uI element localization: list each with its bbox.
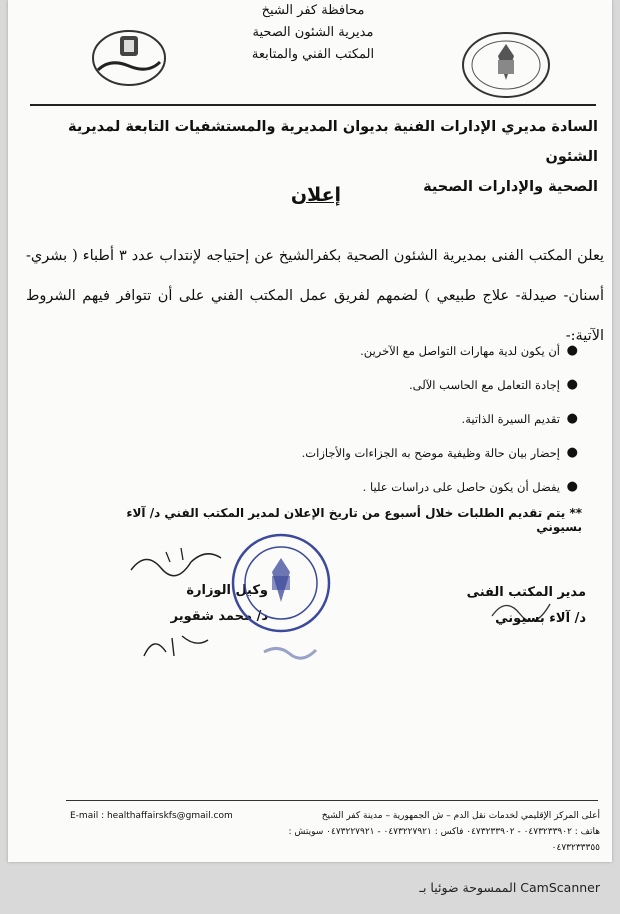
document-page [8, 0, 612, 862]
footer-email: E-mail : healthaffairskfs@gmail.com [70, 811, 233, 821]
announcement-title: إعلان [290, 184, 342, 206]
condition-item: ● أن يكون لدية مهارات التواصل مع الآخرين. [48, 334, 578, 368]
header-office: المكتب الفني والمتابعة [251, 47, 375, 62]
undersecretary-name: د/ محمد شقوير [170, 609, 268, 624]
footer-contact [280, 808, 600, 856]
bullet-icon: ● [566, 411, 578, 426]
condition-item: ● إجادة التعامل مع الحاسب الآلى. [48, 368, 578, 402]
submission-note: ** يتم تقديم الطلبات خلال أسبوع من تاريخ الإعلان لمدير المكتب الفني د/ آلاء بسيوني [126, 506, 582, 534]
footer-phones: هاتف : ٠٤٧٣٢٣٣٩٠٢ - ٠٤٧٣٢٣٣٩٠٢ فاكس : ٠٤٧٣٢٢٧٩٢١ - ٠٤٧٣٢٢٧٩٢١ سويتش : ٠٤٧٣٢٣٣٣٥٥ [288, 827, 600, 853]
handwritten-date-icon [136, 628, 216, 664]
technical-office-signature [446, 580, 586, 632]
technical-office-name: د/ آلاء بسيوني [495, 611, 586, 626]
recipients-line-2: الصحية والإدارات الصحية [423, 179, 598, 195]
conditions-list [48, 334, 578, 504]
bullet-icon: ● [566, 377, 578, 392]
bullet-icon: ● [566, 445, 578, 460]
technical-office-title: مدير المكتب الفنى [466, 585, 586, 600]
header-directorate: مديرية الشئون الصحية [252, 25, 374, 40]
condition-item: ● يفضل أن يكون حاصل على دراسات عليا . [48, 470, 578, 504]
governorate-logo-icon [90, 28, 168, 88]
recipients-line-1: السادة مديري الإدارات الفنية بديوان المديرية والمستشفيات التابعة لمديرية الشئون [68, 119, 598, 165]
header-divider [30, 104, 596, 106]
stamp-smudge-icon [260, 640, 320, 662]
header-governorate: محافظة كفر الشيخ [261, 3, 365, 18]
ministry-seal-icon [460, 30, 552, 100]
footer-address: أعلى المركز الإقليمي لخدمات نقل الدم – ش الجمهورية – مدينة كفر الشيخ [321, 811, 600, 821]
handwritten-signature-icon [126, 540, 226, 580]
footer-divider [66, 800, 598, 801]
bullet-icon: ● [566, 479, 578, 494]
condition-item: ● تقديم السيرة الذاتية. [48, 402, 578, 436]
camscanner-watermark: CamScanner الممسوحة ضوئيا بـ [419, 880, 600, 895]
announcement-body: يعلن المكتب الفنى بمديرية الشئون الصحية بكفرالشيخ عن إحتياجه لإنتداب عدد ٣ أطباء ( بشري- أسنان- صيدلة- علاج طبيعي ) لضمهم لفريق عمل المكتب الفني على أن تتوافر فيهم الشروط الآتية:- [26, 248, 604, 344]
header-block [178, 0, 448, 66]
undersecretary-title: وكيل الوزارة [186, 583, 268, 598]
bullet-icon: ● [566, 343, 578, 358]
condition-item: ● إحضار بيان حالة وظيفية موضح به الجزاءات والأجازات. [48, 436, 578, 470]
official-stamp-icon [230, 532, 332, 634]
